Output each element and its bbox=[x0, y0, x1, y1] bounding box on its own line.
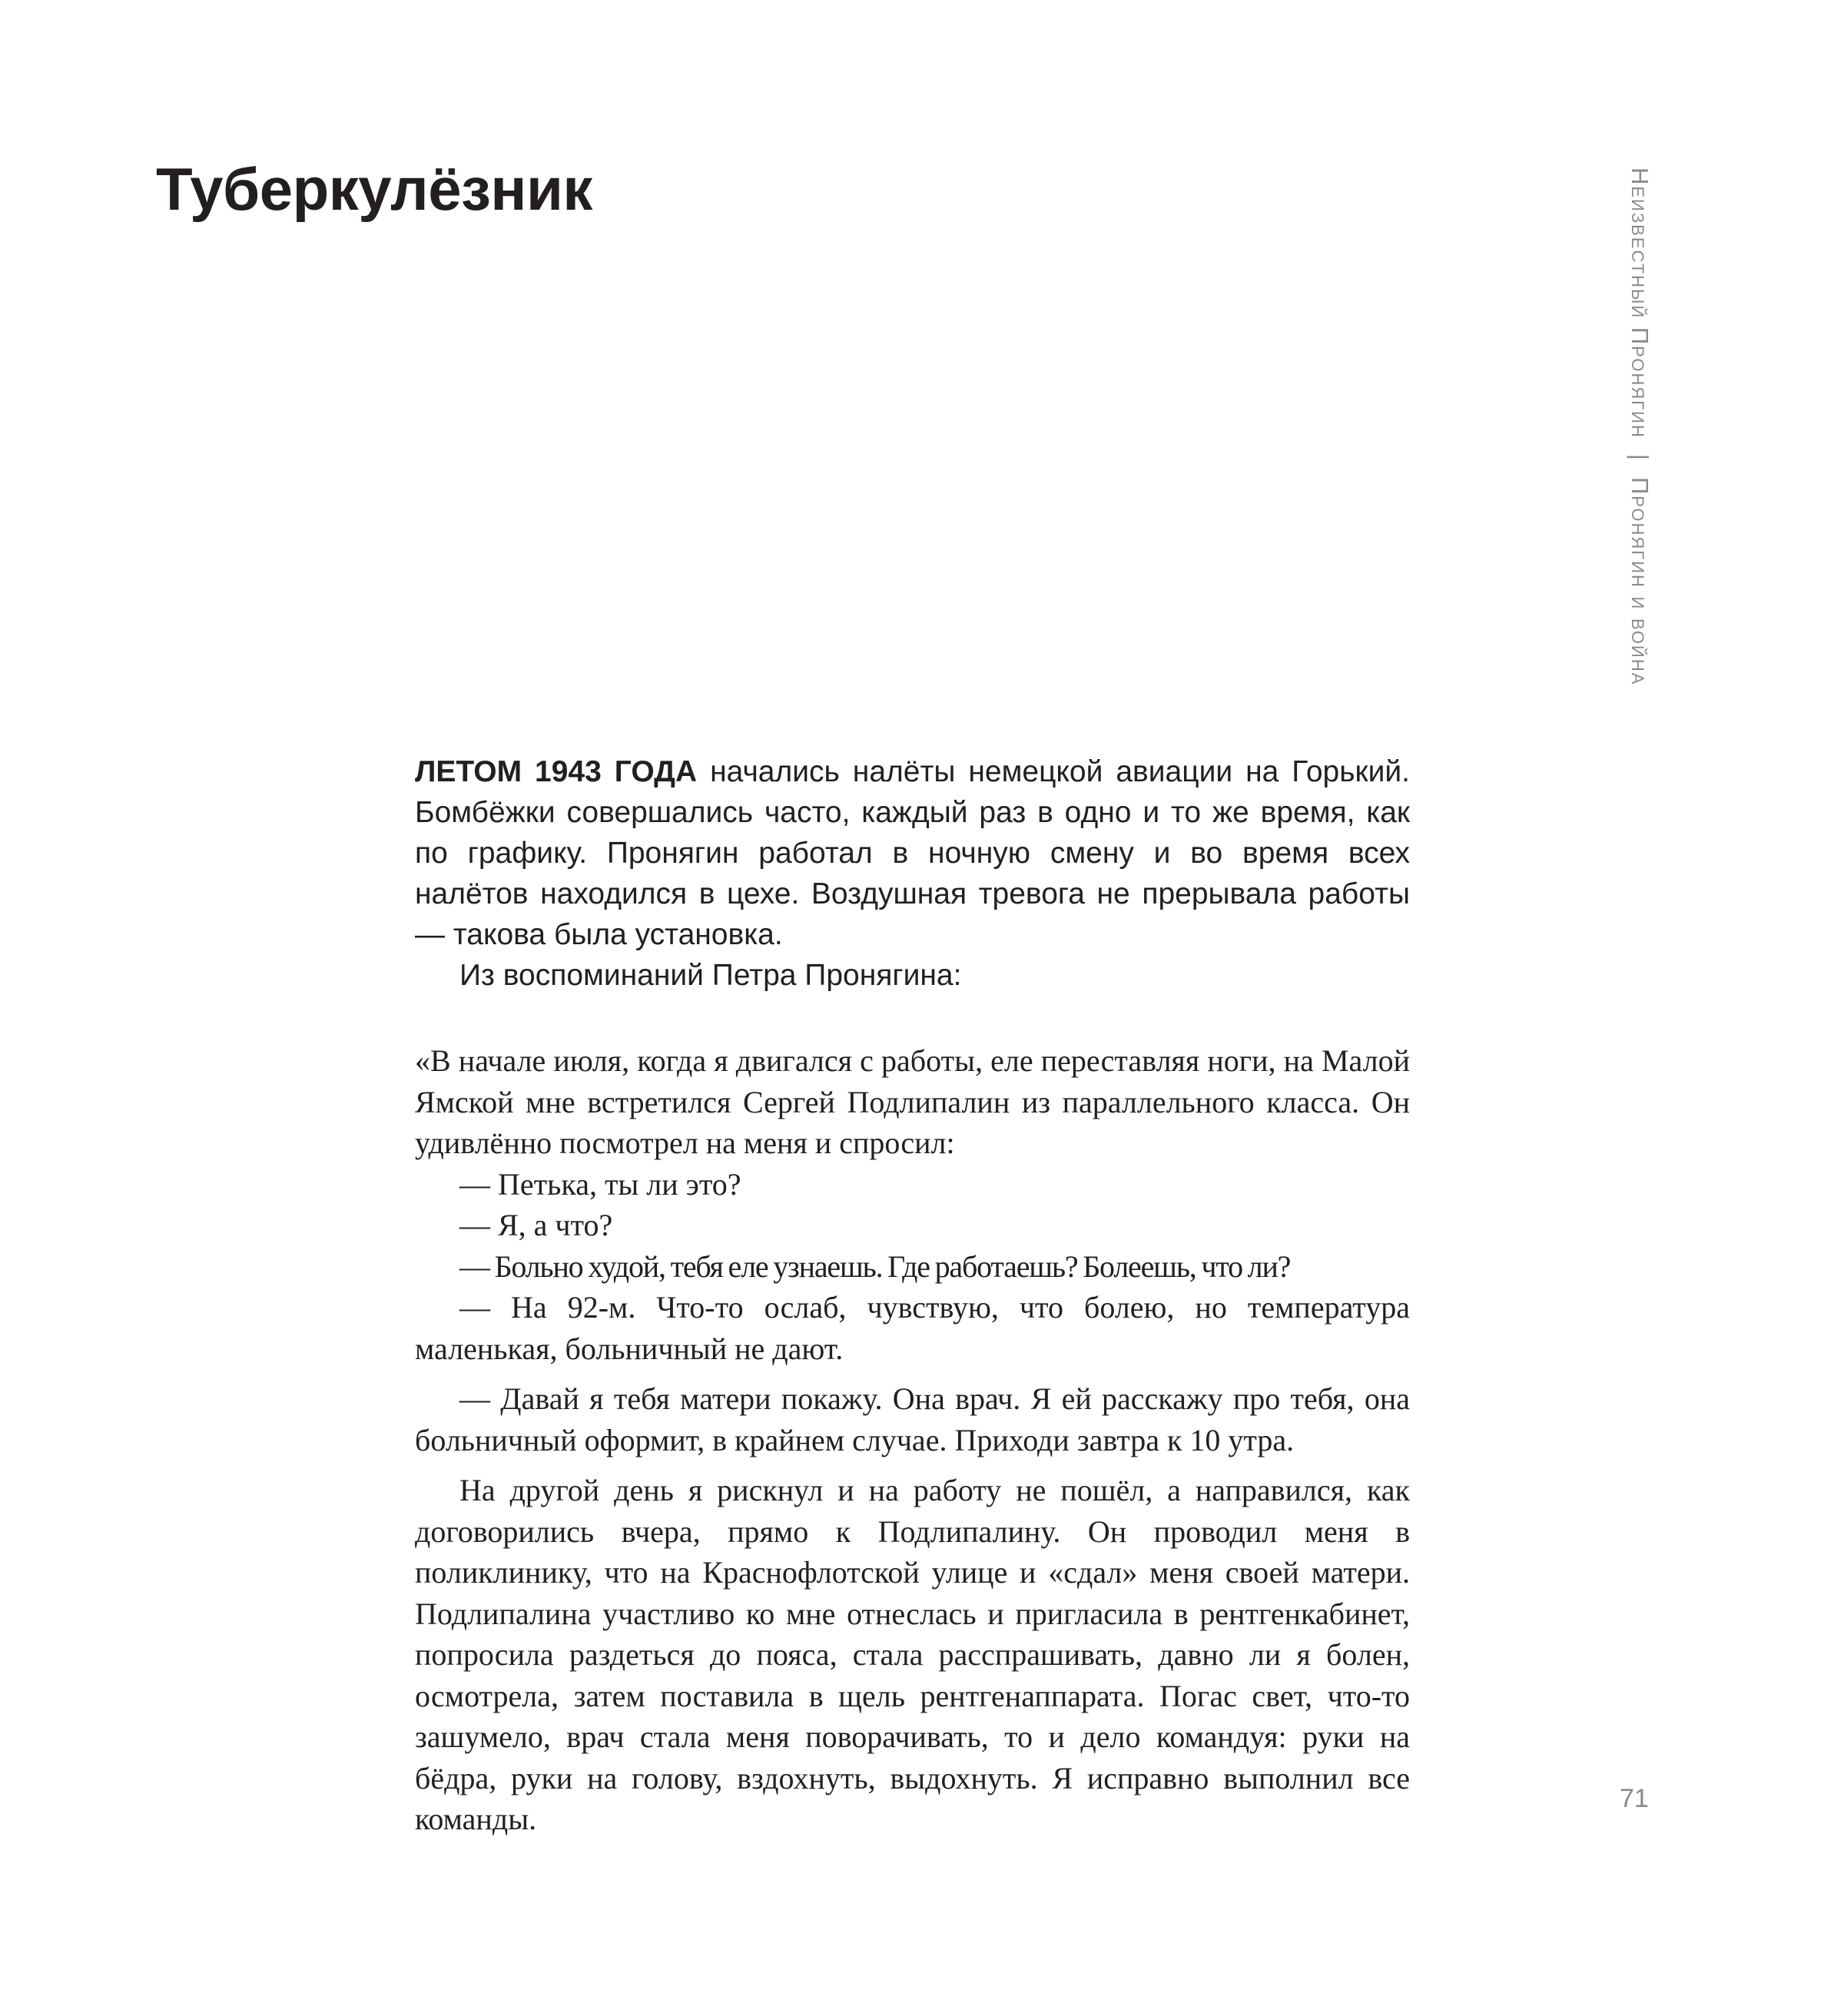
page-number: 71 bbox=[1620, 1784, 1649, 1813]
intro-paragraph-1-text: начались налёты немецкой авиации на Горький. Бомбёжки совершались часто, каждый раз в одно и то же время, как по графику. Пронягин работал в ночную смену и во время всех налётов находился в цехе. Воздушная тревога не прерывала работы — такова была установка. bbox=[415, 755, 1410, 951]
running-head-section: Пронягин и война bbox=[1627, 476, 1653, 686]
intro-paragraph-1 bbox=[415, 751, 1410, 955]
intro-text bbox=[415, 751, 1410, 996]
intro-paragraph-2: Из воспоминаний Петра Пронягина: bbox=[459, 959, 962, 992]
running-head-separator: | bbox=[1627, 453, 1653, 462]
quote-paragraph: — На 92-м. Что-то ослаб, чувствую, что болею, но температура маленькая, больничный не дают. bbox=[415, 1290, 1410, 1366]
quote-paragraph: — Петька, ты ли это? bbox=[459, 1166, 741, 1202]
quote-paragraph: — Давай я тебя матери покажу. Она врач. Я ей расскажу про тебя, она больничный оформит, в крайнем случае. Приходи завтра к 10 утра. bbox=[415, 1381, 1410, 1457]
intro-lead: ЛЕТОМ 1943 ГОДА bbox=[415, 755, 698, 788]
quote-paragraph: «В начале июля, когда я двигался с работы, еле переставляя ноги, на Малой Ямской мне встретился Сергей Подлипалин из параллельного класса. Он удивлённо посмотрел на меня и спросил: bbox=[415, 1043, 1410, 1160]
quote-paragraph: — Я, а что? bbox=[459, 1208, 613, 1242]
quote-paragraph: — Больно худой, тебя еле узнаешь. Где работаешь? Болеешь, что ли? bbox=[459, 1248, 1291, 1284]
running-head-book: Неизвестный Пронягин bbox=[1627, 167, 1653, 439]
memoir-quote bbox=[415, 1040, 1410, 1840]
quote-paragraph: На другой день я рискнул и на работу не пошёл, а направился, как договорились вчера, прямо к Подлипалину. Он проводил меня в поликлинику, что на Краснофлотской улице и «сдал» меня своей матери. Подлипалина участливо ко мне отнеслась и пригласила в рентгенкабинет, попросила раздеться до пояса, стала расспрашивать, давно ли я болен, осмотрела, затем поставила в щель рентгенаппарата. Погас свет, что-то зашумело, врач стала меня поворачивать, то и дело командуя: руки на бёдра, руки на голову, вздохнуть, выдохнуть. Я исправно выполнил все команды. bbox=[415, 1473, 1410, 1836]
chapter-title: Туберкулёзник bbox=[156, 155, 592, 223]
